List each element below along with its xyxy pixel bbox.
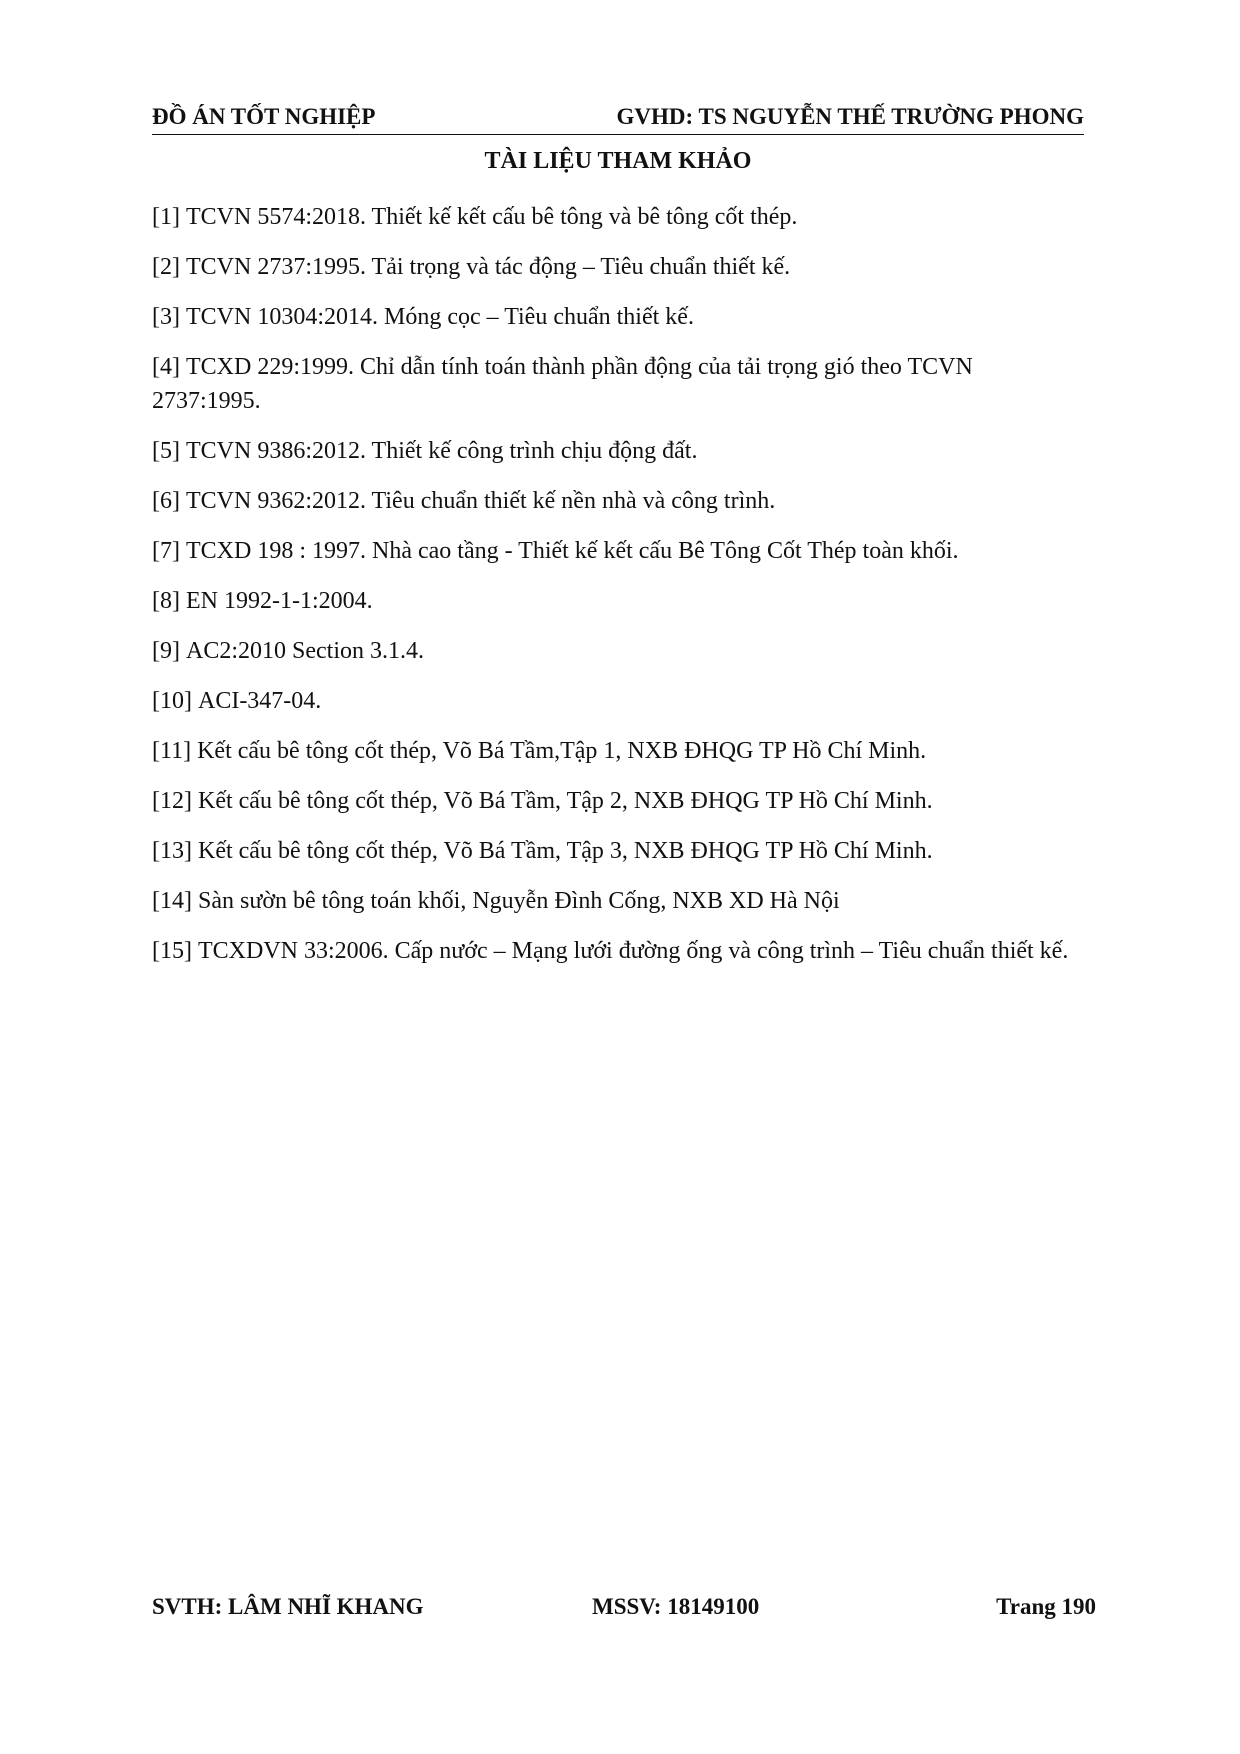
- reference-text: TCVN 9362:2012. Tiêu chuẩn thiết kế nền nhà và công trình.: [185, 488, 776, 514]
- reference-number: [14]: [152, 888, 192, 914]
- reference-number: [7]: [152, 538, 180, 564]
- reference-text: TCXDVN 33:2006. Cấp nước – Mạng lưới đường ống và công trình – Tiêu chuẩn thiết kế.: [197, 938, 1069, 964]
- reference-item: [152, 634, 1087, 668]
- reference-item: [152, 934, 1087, 968]
- reference-item: [152, 734, 1087, 768]
- reference-text: TCXD 198 : 1997. Nhà cao tầng - Thiết kế kết cấu Bê Tông Cốt Thép toàn khối.: [185, 538, 959, 564]
- reference-text: Kết cấu bê tông cốt thép, Võ Bá Tầm,Tập 1, NXB ĐHQG TP Hồ Chí Minh.: [197, 738, 927, 764]
- reference-item: [152, 784, 1087, 818]
- reference-number: [5]: [152, 438, 180, 464]
- reference-number: [13]: [152, 838, 192, 864]
- reference-item: [152, 300, 1087, 334]
- reference-text: Kết cấu bê tông cốt thép, Võ Bá Tầm, Tập 2, NXB ĐHQG TP Hồ Chí Minh.: [197, 788, 933, 814]
- reference-item: [152, 584, 1087, 618]
- header-supervisor: GVHD: TS NGUYỄN THẾ TRƯỜNG PHONG: [616, 104, 1084, 129]
- reference-number: [8]: [152, 588, 180, 614]
- reference-number: [1]: [152, 204, 180, 230]
- reference-text: TCVN 2737:1995. Tải trọng và tác động – Tiêu chuẩn thiết kế.: [185, 254, 791, 280]
- reference-text: AC2:2010 Section 3.1.4.: [185, 638, 424, 664]
- reference-text: TCXD 229:1999. Chỉ dẫn tính toán thành phần động của tải trọng gió theo TCVN 2737:1995.: [152, 354, 973, 414]
- reference-number: [11]: [152, 738, 192, 764]
- page-footer: [152, 1594, 1096, 1624]
- reference-number: [4]: [152, 354, 180, 380]
- reference-number: [12]: [152, 788, 192, 814]
- reference-item: [152, 350, 1087, 418]
- footer-page-number: Trang 190: [996, 1594, 1096, 1619]
- reference-list: [152, 200, 1087, 984]
- reference-text: EN 1992-1-1:2004.: [185, 588, 373, 614]
- reference-text: Kết cấu bê tông cốt thép, Võ Bá Tầm, Tập 3, NXB ĐHQG TP Hồ Chí Minh.: [197, 838, 933, 864]
- reference-item: [152, 200, 1087, 234]
- reference-text: TCVN 9386:2012. Thiết kế công trình chịu động đất.: [185, 438, 698, 464]
- reference-item: [152, 484, 1087, 518]
- footer-student-name: SVTH: LÂM NHĨ KHANG: [152, 1594, 424, 1619]
- reference-number: [3]: [152, 304, 180, 330]
- reference-number: [15]: [152, 938, 192, 964]
- reference-item: [152, 684, 1087, 718]
- reference-text: TCVN 10304:2014. Móng cọc – Tiêu chuẩn thiết kế.: [185, 304, 694, 330]
- header-thesis-label: ĐỒ ÁN TỐT NGHIỆP: [152, 104, 376, 129]
- footer-student-id: MSSV: 18149100: [592, 1594, 760, 1619]
- reference-text: ACI-347-04.: [197, 688, 322, 714]
- reference-item: [152, 434, 1087, 468]
- reference-number: [10]: [152, 688, 192, 714]
- reference-item: [152, 884, 1087, 918]
- reference-number: [2]: [152, 254, 180, 280]
- page-header: [152, 102, 1084, 135]
- reference-text: TCVN 5574:2018. Thiết kế kết cấu bê tông và bê tông cốt thép.: [185, 204, 798, 230]
- references-title: TÀI LIỆU THAM KHẢO: [484, 148, 752, 174]
- reference-number: [9]: [152, 638, 180, 664]
- reference-item: [152, 534, 1087, 568]
- reference-number: [6]: [152, 488, 180, 514]
- reference-item: [152, 250, 1087, 284]
- reference-item: [152, 834, 1087, 868]
- reference-text: Sàn sườn bê tông toán khối, Nguyễn Đình Cống, NXB XD Hà Nội: [197, 888, 840, 914]
